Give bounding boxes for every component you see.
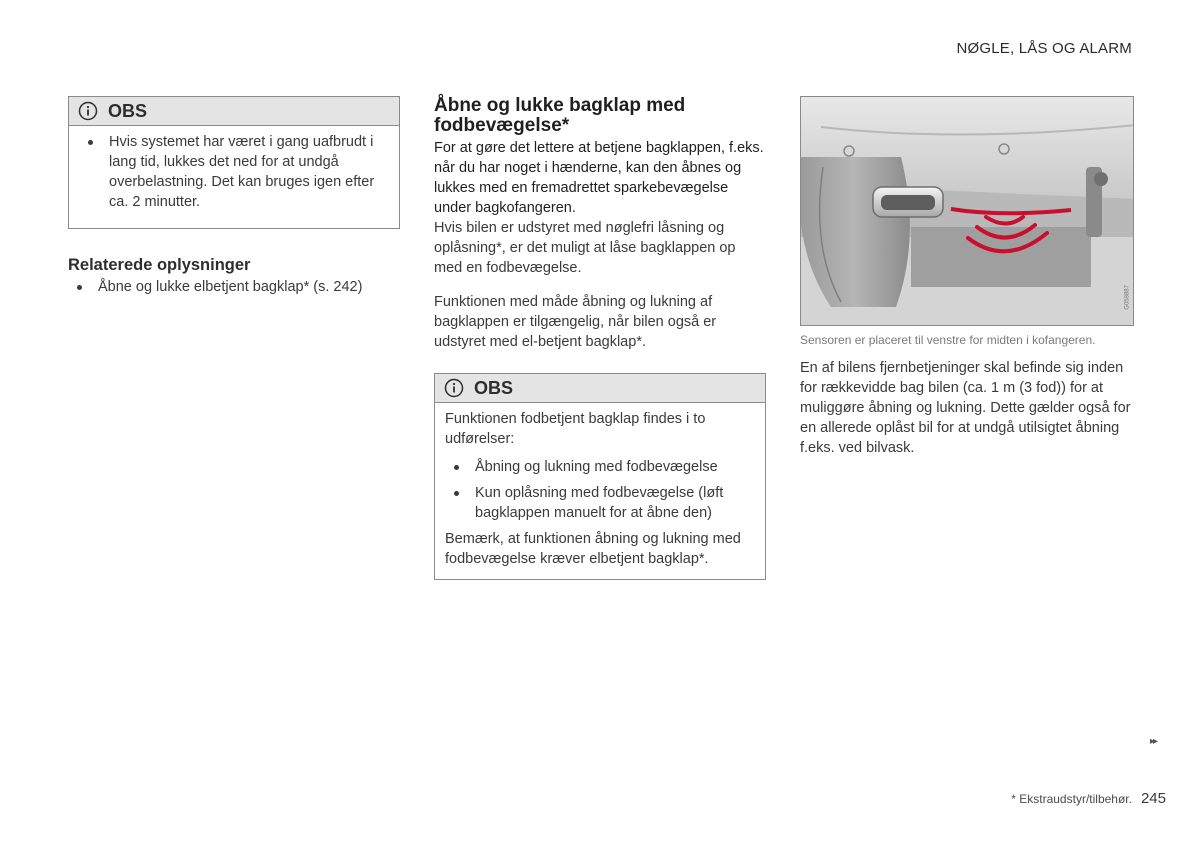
- page-footer: [1011, 790, 1166, 807]
- obs-note-body: [435, 403, 765, 579]
- obs-note-box: [68, 96, 400, 229]
- figure-code: G058887: [1125, 285, 1131, 310]
- related-link[interactable]: Åbne og lukke elbetjent bagklap* (s. 242): [68, 277, 400, 297]
- column-right: [800, 96, 1134, 458]
- column-left: [68, 96, 400, 297]
- obs-bullet-item: Hvis systemet har været i gang uafbrudt i lang tid, lukkes det ned for at undgå overbelastning. Det kan bruges igen efter ca. 2 minutter.: [79, 132, 389, 212]
- obs-bullet-item: Åbning og lukning med fodbevægelse: [445, 457, 755, 477]
- chapter-title: NØGLE, LÅS OG ALARM: [956, 40, 1132, 57]
- rear-bumper-sensor-illustration: [800, 96, 1134, 326]
- obs-title: OBS: [108, 100, 148, 121]
- info-icon: [78, 101, 98, 121]
- footnote: * Ekstraudstyr/tilbehør.: [1011, 792, 1132, 806]
- paragraph-keyless: Hvis bilen er udstyret med nøglefri låsning og oplåsning*, er det muligt at låse bagklappen op med en fodbevægelse.: [434, 220, 736, 276]
- continue-arrows-icon: ▸▸: [1150, 736, 1157, 747]
- obs-note-body: [69, 126, 399, 228]
- info-icon: [444, 378, 464, 398]
- column-middle: [434, 96, 766, 580]
- page-number: 245: [1140, 790, 1166, 807]
- intro-paragraph: For at gøre det lettere at betjene bagklappen, f.eks. når du har noget i hænderne, kan den åbnes og lukkes med en fremadrettet sparkebevægelse under bagkofangeren.: [434, 140, 764, 216]
- obs-note-header: [69, 97, 399, 126]
- obs-note-box-2: [434, 373, 766, 580]
- car-rear-drawing: [801, 97, 1134, 326]
- obs-bullet-item: Kun oplåsning med fodbevægelse (løft bagklappen manuelt for at åbne den): [445, 483, 755, 523]
- section-heading: Åbne og lukke bagklap med fodbevægelse*: [434, 95, 686, 136]
- obs-outro: Bemærk, at funktionen åbning og lukning med fodbevægelse kræver elbetjent bagklap*.: [445, 531, 741, 567]
- obs-title: OBS: [474, 377, 514, 398]
- range-paragraph: En af bilens fjernbetjeninger skal befinde sig inden for rækkevidde bag bilen (ca. 1 m (3 fod)) for at muliggøre åbning og lukning. Dette gælder også for en allerede oplåst bil for at undgå utilsigtet åbning f.eks. ved bilvask.: [800, 360, 1131, 456]
- related-info-list: [68, 277, 400, 297]
- obs-intro: Funktionen fodbetjent bagklap findes i to udførelser:: [445, 411, 706, 447]
- paragraph-availability: Funktionen med måde åbning og lukning af bagklappen er tilgængelig, når bilen også er udstyret med el-betjent bagklap*.: [434, 294, 717, 350]
- obs-note-header: [435, 374, 765, 403]
- figure-caption: Sensoren er placeret til venstre for midten i kofangeren.: [800, 333, 1096, 347]
- related-info-heading: Relaterede oplysninger: [68, 256, 251, 274]
